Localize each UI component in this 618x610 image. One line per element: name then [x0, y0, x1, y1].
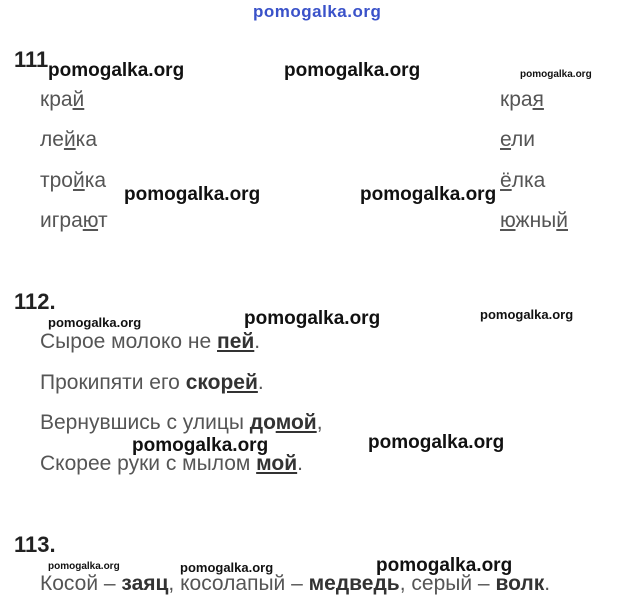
- watermark: pomogalka.org: [48, 60, 185, 81]
- ex113-line: Косой – заяц, косолапый – медведь, серый – волк.: [40, 572, 551, 595]
- watermark: pomogalka.org: [368, 432, 505, 453]
- ex111-left-word-1: край: [40, 88, 85, 111]
- ex112-line-3: Вернувшись с улицы домой,: [40, 411, 323, 434]
- ex111-left-word-3: тройка: [40, 169, 107, 192]
- ex111-right-word-1: края: [500, 88, 544, 111]
- header-watermark: pomogalka.org: [253, 2, 382, 21]
- ex112-line-2: Прокипяти его скорей.: [40, 371, 264, 394]
- watermark: pomogalka.org: [124, 184, 261, 205]
- watermark: pomogalka.org: [520, 69, 592, 80]
- ex112-line-1: Сырое молоко не пей.: [40, 330, 261, 353]
- watermark: pomogalka.org: [480, 307, 574, 322]
- ex111-left-word-2: лейка: [40, 128, 97, 151]
- watermark: pomogalka.org: [48, 315, 142, 330]
- watermark: pomogalka.org: [284, 60, 421, 81]
- ex111-right-word-4: южный: [500, 209, 568, 232]
- watermark: pomogalka.org: [376, 555, 513, 576]
- exercise-number-111: 111: [14, 47, 49, 72]
- watermark: pomogalka.org: [360, 184, 497, 205]
- ex111-right-word-2: ели: [500, 128, 535, 151]
- exercise-number-112: 112.: [14, 289, 56, 314]
- watermark: pomogalka.org: [48, 561, 120, 572]
- exercise-number-113: 113.: [14, 532, 56, 557]
- watermark: pomogalka.org: [132, 435, 269, 456]
- watermark: pomogalka.org: [244, 308, 381, 329]
- ex112-line-4: Скорее руки с мылом мой.: [40, 452, 303, 475]
- watermark: pomogalka.org: [180, 560, 274, 575]
- ex111-left-word-4: играют: [40, 209, 108, 232]
- ex111-right-word-3: ёлка: [500, 169, 546, 192]
